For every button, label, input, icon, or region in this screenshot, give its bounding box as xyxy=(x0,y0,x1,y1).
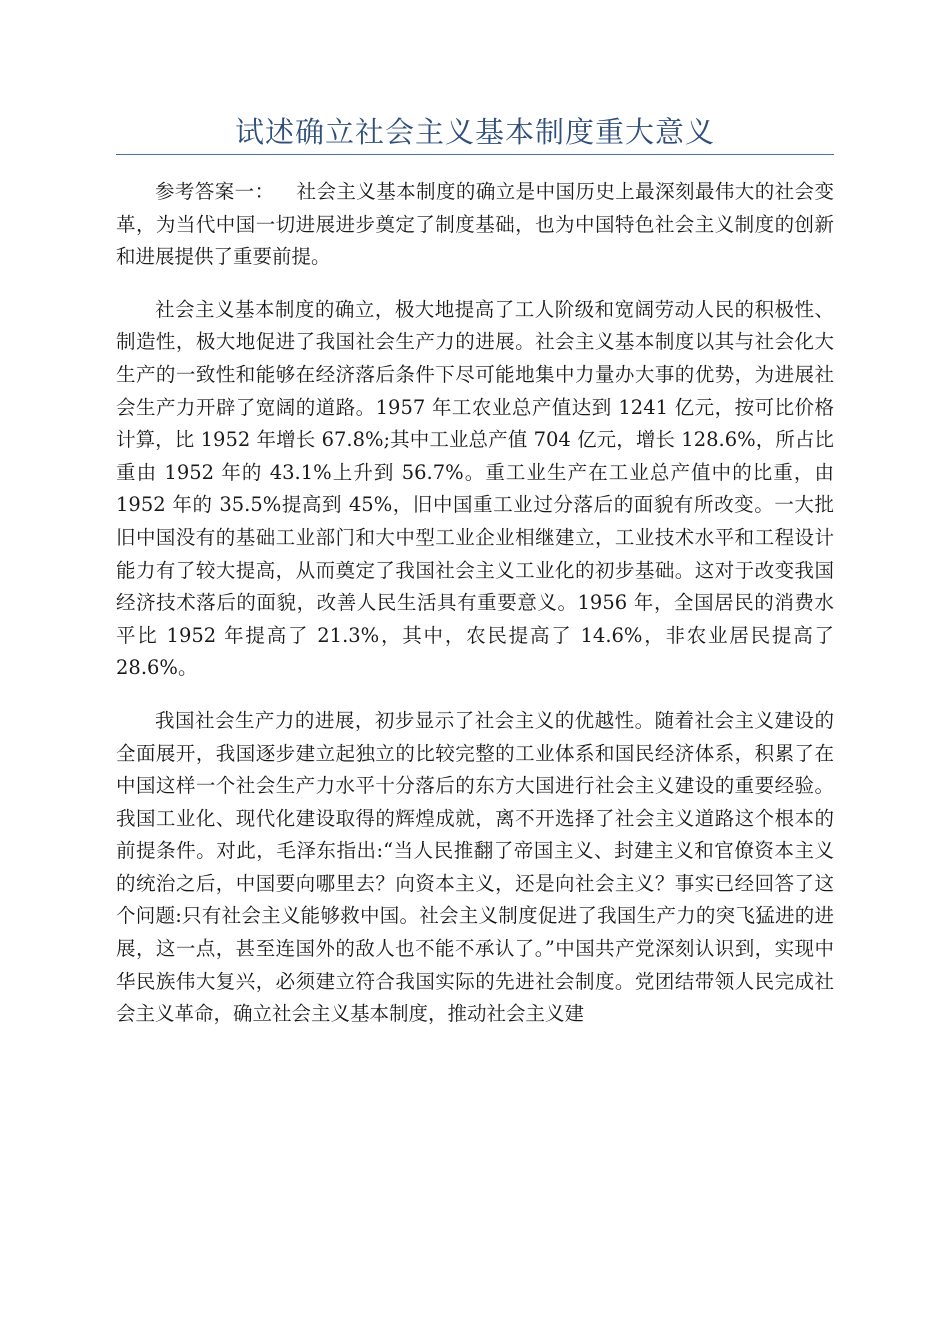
document-title: 试述确立社会主义基本制度重大意义 xyxy=(234,115,715,149)
paragraph-text: 社会主义基本制度的确立是中国历史上最深刻最伟大的社会变革，为当代中国一切进展进步奠定了制度基础，也为中国特色社会主义制度的创新和进展提供了重要前提。 xyxy=(116,180,834,269)
answer-label: 参考答案一： xyxy=(155,180,275,203)
paragraph-superiority xyxy=(116,705,834,1031)
document-body xyxy=(116,176,834,1051)
paragraph-answer-intro xyxy=(116,176,834,274)
paragraph-productivity xyxy=(116,294,834,685)
paragraph-text: 社会主义基本制度的确立，极大地提高了工人阶级和宽阔劳动人民的积极性、制造性，极大地促进了我国社会生产力的进展。社会主义基本制度以其与社会化大生产的一致性和能够在经济落后条件下尽可能地集中力量办大事的优势，为进展社会生产力开辟了宽阔的道路。1957 年工农业总产值达到 1241 亿元，按可比价格计算，比 1952 年增长 67.8%;其中工业总产值 704 亿元，增长 128.6%，所占比重由 1952 年的 43.1%上升到 56.7%。重工业生产在工业总产值中的比重，由 1952 年的 35.5%提高到 45%，旧中国重工业过分落后的面貌有所改变。一大批旧中国没有的基础工业部门和大中型工业企业相继建立，工业技术水平和工程设计能力有了较大提高，从而奠定了我国社会主义工业化的初步基础。这对于改变我国经济技术落后的面貌，改善人民生活具有重要意义。1956 年，全国居民的消费水平比 1952 年提高了 21.3%，其中，农民提高了 14.6%，非农业居民提高了 28.6%。 xyxy=(116,297,834,680)
title-underline xyxy=(116,154,834,155)
paragraph-text: 我国社会生产力的进展，初步显示了社会主义的优越性。随着社会主义建设的全面展开，我国逐步建立起独立的比较完整的工业体系和国民经济体系，积累了在中国这样一个社会生产力水平十分落后的东方大国进行社会主义建设的重要经验。我国工业化、现代化建设取得的辉煌成就，离不开选择了社会主义道路这个根本的前提条件。对此，毛泽东指出:“当人民推翻了帝国主义、封建主义和官僚资本主义的统治之后，中国要向哪里去？向资本主义，还是向社会主义？事实已经回答了这个问题:只有社会主义能够救中国。社会主义制度促进了我国生产力的突飞猛进的进展，这一点，甚至连国外的敌人也不能不承认了。”中国共产党深刻认识到，实现中华民族伟大复兴，必须建立符合我国实际的先进社会制度。党团结带领人民完成社会主义革命，确立社会主义基本制度，推动社会主义建 xyxy=(116,708,834,1026)
